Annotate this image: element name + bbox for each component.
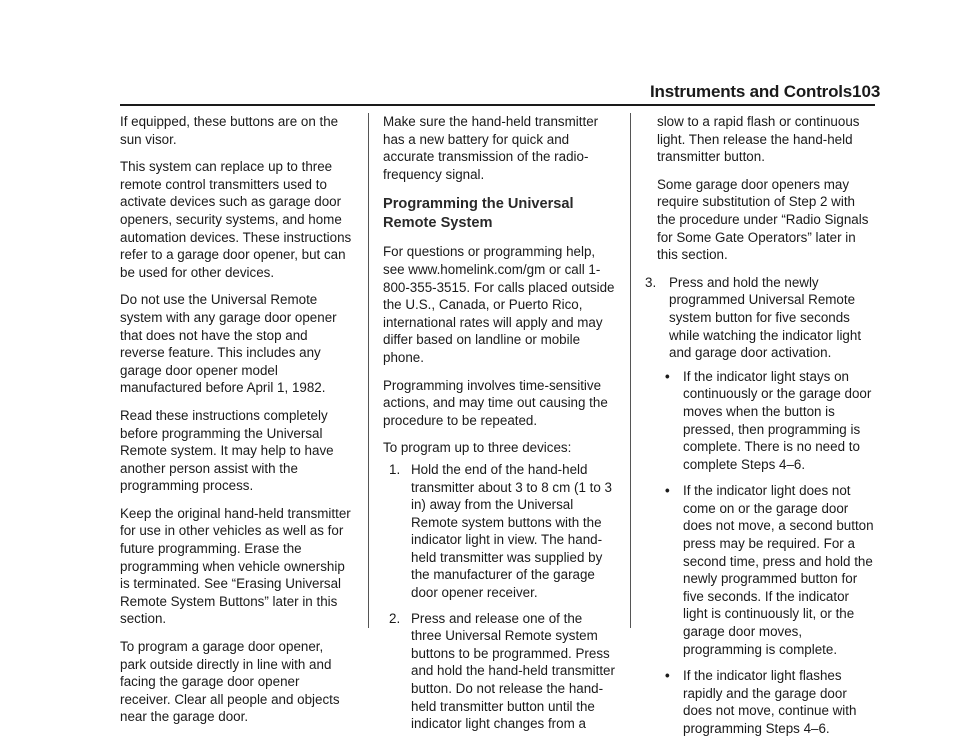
header-rule <box>120 104 875 106</box>
paragraph: Keep the original hand-held transmitter for use in other vehicles as well as for future programming. Erase the programming when vehicle ownership is terminated. See “Erasing Universal Remote System Buttons” later in this section. <box>120 505 351 627</box>
column-divider <box>630 113 631 628</box>
bullet-icon: • <box>665 368 670 384</box>
bullet-text: If the indicator light stays on continuously or the garage door moves when the button is pressed, then programming is complete. There is no need to complete Steps 4–6. <box>683 368 872 472</box>
paragraph: Do not use the Universal Remote system with any garage door opener that does not have the stop and reverse feature. This includes any garage door opener model manufactured before April 1, 1982. <box>120 292 337 396</box>
bullet-list <box>645 368 877 738</box>
step-number: 1. <box>389 461 401 477</box>
paragraph: To program a garage door opener, park outside directly in line with and facing the garage door opener receiver. Clear all people and objects near the garage door. <box>120 639 340 725</box>
column-divider <box>368 113 369 628</box>
bullet-icon: • <box>665 668 670 684</box>
bullet-text: If the indicator light flashes rapidly and the garage door does not move, continue with programming Steps 4–6. <box>683 668 857 736</box>
step-number: 2. <box>389 610 401 626</box>
list-item <box>645 482 877 658</box>
paragraph: For questions or programming help, see www.homelink.com/gm or call 1-800-355-3515. For calls placed outside the U.S., Canada, or Puerto Rico, international rates will apply and may differ based on landline or mobile phone. <box>383 244 615 365</box>
paragraph: Programming involves time-sensitive actions, and may time out causing the procedure to be repeated. <box>383 377 608 428</box>
paragraph: This system can replace up to three remote control transmitters used to activate devices such as garage door openers, security systems, and home automation devices. These instructions refer to a garage door opener, but can be used for other devices. <box>120 159 352 280</box>
paragraph: Some garage door openers may require substitution of Step 2 with the procedure under “Radio Signals for Some Gate Operators” later in this section. <box>657 176 869 263</box>
column-1 <box>120 113 352 736</box>
step-text: Hold the end of the hand-held transmitter about 3 to 8 cm (1 to 3 in) away from the Universal Remote system buttons with the indicator light in view. The hand-held transmitter was supplied by the manufacturer of the garage door opener receiver. <box>411 461 612 601</box>
bullet-icon: • <box>665 483 670 499</box>
page-header <box>0 0 960 104</box>
list-item <box>383 461 615 602</box>
list-item <box>383 610 615 733</box>
section-title: Instruments and Controls <box>650 82 853 101</box>
paragraph: To program up to three devices: <box>383 440 572 456</box>
column-2 <box>383 113 615 741</box>
section-heading: Programming the Universal Remote System <box>383 196 574 232</box>
column-3 <box>645 113 877 747</box>
step-text: Press and release one of the three Universal Remote system buttons to be programmed. Press and hold the hand-held transmitter button. Do not release the hand-held transmitter button until the indicator light changes from a <box>411 610 615 732</box>
paragraph: Read these instructions completely before programming the Universal Remote system. It may help to have another person assist with the programming process. <box>120 407 334 494</box>
list-item <box>645 274 877 362</box>
list-item <box>645 368 877 474</box>
page-number: 103 <box>852 82 881 101</box>
paragraph: If equipped, these buttons are on the sun visor. <box>120 114 339 147</box>
paragraph: slow to a rapid flash or continuous light. Then release the hand-held transmitter button. <box>657 114 860 165</box>
bullet-text: If the indicator light does not come on or the garage door does not move, a second button press may be required. For a second time, press and hold the newly programmed button for five seconds. If the indicator light is continuously lit, or the garage door moves, programming is complete. <box>683 483 874 657</box>
step-text: Press and hold the newly programmed Universal Remote system button for five seconds while watching the indicator light and garage door activation. <box>669 274 862 361</box>
paragraph: Make sure the hand-held transmitter has a new battery for quick and accurate transmission of the radio-frequency signal. <box>383 114 599 182</box>
steps-list <box>383 461 615 733</box>
step-number: 3. <box>645 274 657 290</box>
